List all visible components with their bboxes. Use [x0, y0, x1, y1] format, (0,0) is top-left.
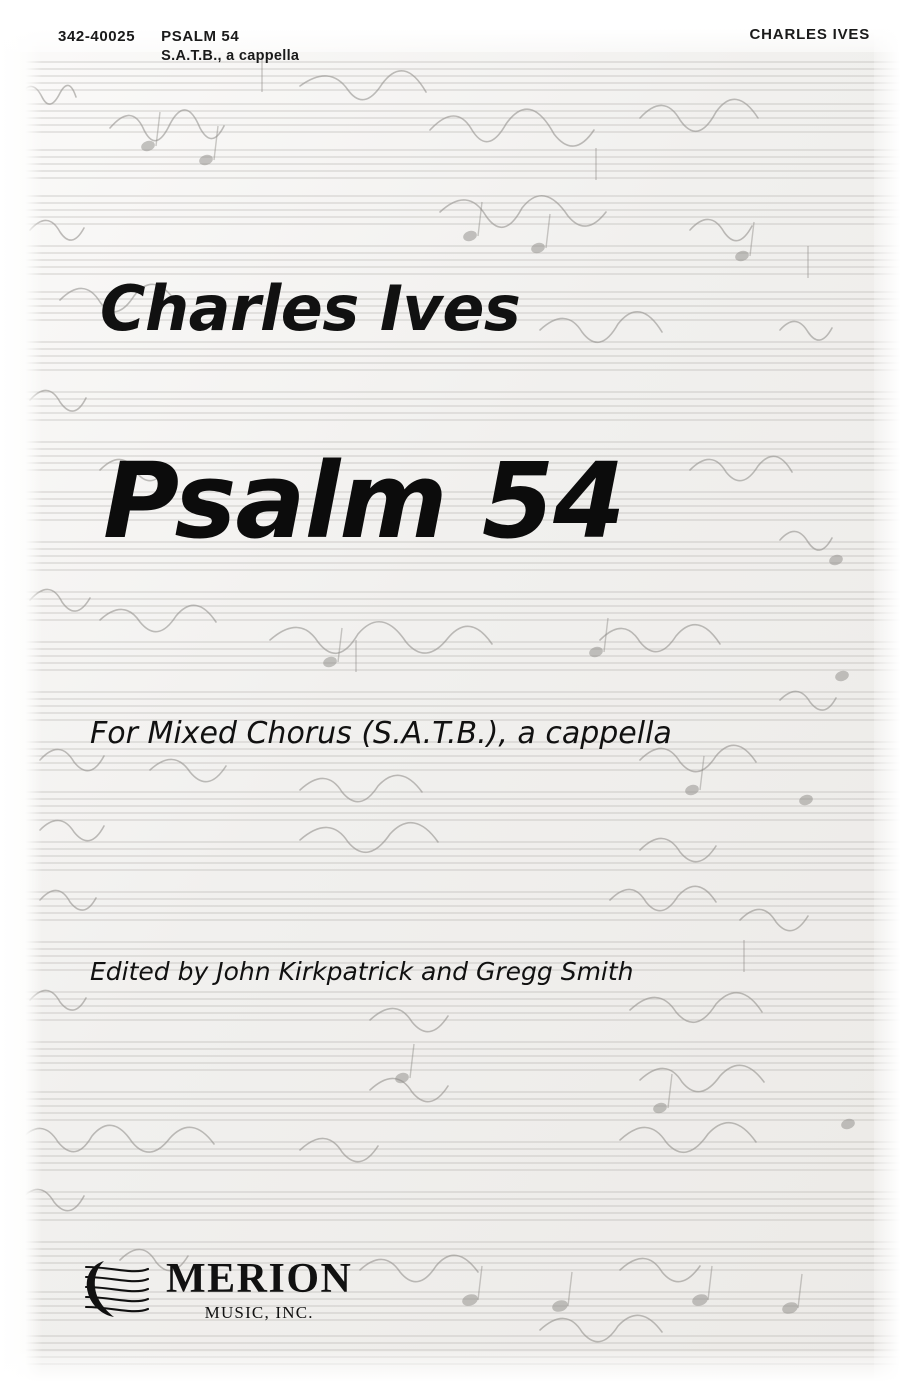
editors-credit: Edited by John Kirkpatrick and Gregg Smith: [90, 957, 634, 986]
composer-name: Charles Ives: [100, 272, 521, 345]
header-voicing: S.A.T.B., a cappella: [161, 47, 300, 64]
paper-edge-highlight-left: [0, 0, 42, 1382]
header-short-title: PSALM 54: [161, 28, 240, 45]
publisher-name-group: [166, 1258, 352, 1321]
subtitle: For Mixed Chorus (S.A.T.B.), a cappella: [90, 716, 672, 751]
publisher-suffix: MUSIC, INC.: [204, 1303, 314, 1322]
header-composer: CHARLES IVES: [749, 26, 870, 43]
paper-edge-highlight-right: [874, 0, 900, 1382]
header-left-group: [58, 26, 299, 64]
page-title: Psalm 54: [103, 440, 625, 562]
publisher-name: MERION: [166, 1256, 353, 1302]
page-header: [58, 26, 870, 64]
catalog-number: 342-40025: [58, 28, 136, 45]
merion-stave-logo-icon: [82, 1259, 152, 1321]
publisher-block: [82, 1258, 352, 1321]
paper-edge-highlight-bottom: [0, 1352, 900, 1382]
header-title-group: [161, 26, 299, 64]
